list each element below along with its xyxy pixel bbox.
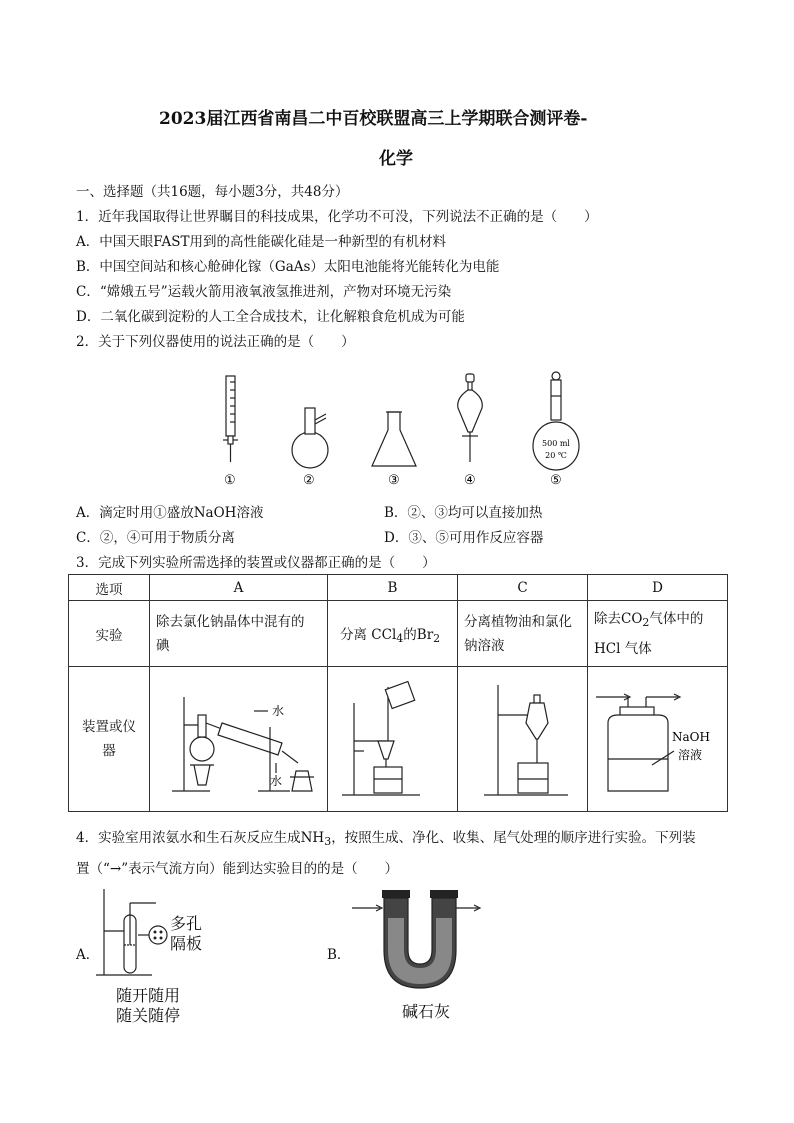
q4-stem-line2: 置（“→”表示气流方向）能到达实验目的的是（ ） (76, 861, 399, 877)
table-header-cell: D (588, 575, 728, 601)
table-header-cell: A (150, 575, 328, 601)
experiment-a (150, 601, 328, 667)
formula-nh3: NH (300, 830, 325, 846)
experiment-b (328, 601, 458, 667)
q4-option-a-label: A． (76, 947, 100, 963)
section-heading: 一、选择题（共16题，每小题3分，共48分） (76, 184, 349, 200)
formula-ccl4: CCl (371, 626, 397, 643)
q1-option-c: C．“嫦娥五号”运载火箭用液氧液氢推进剂，产物对环境无污染 (76, 284, 452, 300)
table-header-row (69, 575, 728, 601)
row-label-apparatus (69, 667, 150, 812)
instrument-number-5: ⑤ (550, 473, 562, 488)
page-title-subject: 化学 (379, 149, 413, 169)
q2-option-a: A．滴定时用①盛放NaOH溶液 (76, 505, 264, 521)
table-header-cell: 选项 (69, 575, 150, 601)
gas-washing-bottle-icon (588, 667, 727, 807)
formula-subscript: 4 (396, 631, 404, 645)
caption-line2: 随关随停 (116, 1006, 181, 1025)
naoh-solution-label: 溶液 (678, 748, 703, 762)
q2-stem: 2．关于下列仪器使用的说法正确的是（ ） (76, 334, 355, 350)
experiment-d-text: 除去 (594, 610, 621, 627)
formula-subscript: 3 (324, 835, 332, 848)
experiment-c-line2: 钠溶液 (464, 637, 505, 654)
water-label: 水 (272, 704, 285, 718)
q1-option-a: A．中国天眼FAST用到的高性能碳化硅是一种新型的有机材料 (76, 234, 446, 250)
page-title: 2023届江西省南昌二中百校联盟高三上学期联合测评卷- (159, 109, 588, 129)
table-header-cell: C (458, 575, 588, 601)
q1-stem: 1．近年我国取得让世界瞩目的科技成果，化学功不可没，下列说法不正确的是（ ） (76, 209, 598, 225)
experiment-d-line2: HCl 气体 (594, 640, 652, 657)
table-row-experiment (69, 601, 728, 667)
naoh-label: NaOH (672, 730, 710, 744)
formula-subscript: 2 (433, 631, 441, 645)
experiment-b-text: 的 (403, 626, 417, 643)
experiment-d-text: 气体中的 (649, 610, 704, 627)
row-label-experiment: 实验 (69, 601, 150, 667)
q1-option-b: B．中国空间站和核心舱砷化镓（GaAs）太阳电池能将光能转化为电能 (76, 259, 500, 275)
q2-option-c: C．②，④可用于物质分离 (76, 530, 235, 546)
flask-temp-text: 20 ℃ (545, 451, 567, 460)
u-tube-drying-icon (348, 888, 488, 998)
separation-funnel-apparatus-icon (458, 667, 587, 807)
instrument-number-4: ④ (464, 473, 476, 488)
apparatus-d (588, 667, 728, 812)
filtration-apparatus-icon (328, 667, 457, 807)
experiment-b-text: 分离 (340, 626, 367, 643)
q2-option-b: B．②、③均可以直接加热 (384, 505, 543, 521)
experiment-d (588, 601, 728, 667)
instrument-number-2: ② (303, 473, 315, 488)
experiment-a-line2: 碘 (156, 637, 170, 654)
instrument-number-1: ① (224, 473, 236, 488)
porous-plate-label-line1: 多孔 (170, 914, 203, 933)
distillation-apparatus-icon (150, 667, 327, 807)
experiment-a-line1: 除去氯化钠晶体中混有的 (156, 613, 305, 630)
formula-co2: CO (621, 610, 643, 627)
q4-option-a-caption (116, 986, 180, 1026)
separatory-funnel-icon (458, 374, 483, 462)
conical-flask-icon (372, 412, 416, 466)
instrument-number-3: ③ (388, 473, 400, 488)
formula-br2: Br (416, 626, 434, 643)
q2-instruments-figure (210, 368, 590, 490)
soda-lime-label: 碱石灰 (402, 1002, 451, 1021)
q1-option-d: D．二氧化碳到淀粉的人工全合成技术，让化解粮食危机成为可能 (76, 309, 465, 325)
distillation-flask-icon (292, 408, 328, 468)
table-header-cell: B (328, 575, 458, 601)
q4-stem-text: 4．实验室用浓氨水和生石灰反应生成 (76, 830, 301, 846)
row-label-apparatus-line1: 装置或仪 (82, 719, 136, 735)
table-row-apparatus (69, 667, 728, 812)
apparatus-b (328, 667, 458, 812)
apparatus-a (150, 667, 328, 812)
row-label-apparatus-line2: 器 (102, 743, 116, 759)
experiment-c-line1: 分离植物油和氯化 (464, 613, 572, 630)
q4-option-b-label: B． (327, 947, 351, 963)
q3-stem: 3．完成下列实验所需选择的装置或仪器都正确的是（ ） (76, 555, 436, 571)
caption-line1: 随开随用 (116, 986, 181, 1005)
q2-option-d: D．③、⑤可用作反应容器 (384, 530, 544, 546)
q4-stem-text: ，按照生成、净化、收集、尾气处理的顺序进行实验。下列装 (331, 830, 696, 846)
apparatus-c (458, 667, 588, 812)
porous-plate-label-line2: 隔板 (170, 934, 203, 953)
q3-table (68, 574, 728, 812)
water-label: 水 (270, 774, 283, 788)
porous-plate-label (170, 914, 202, 954)
burette-icon (223, 376, 238, 462)
flask-volume-text: 500 ml (542, 439, 570, 448)
formula-subscript: 2 (642, 615, 650, 629)
experiment-c (458, 601, 588, 667)
q4-stem-line1 (76, 829, 696, 851)
volumetric-flask-icon (533, 372, 579, 470)
